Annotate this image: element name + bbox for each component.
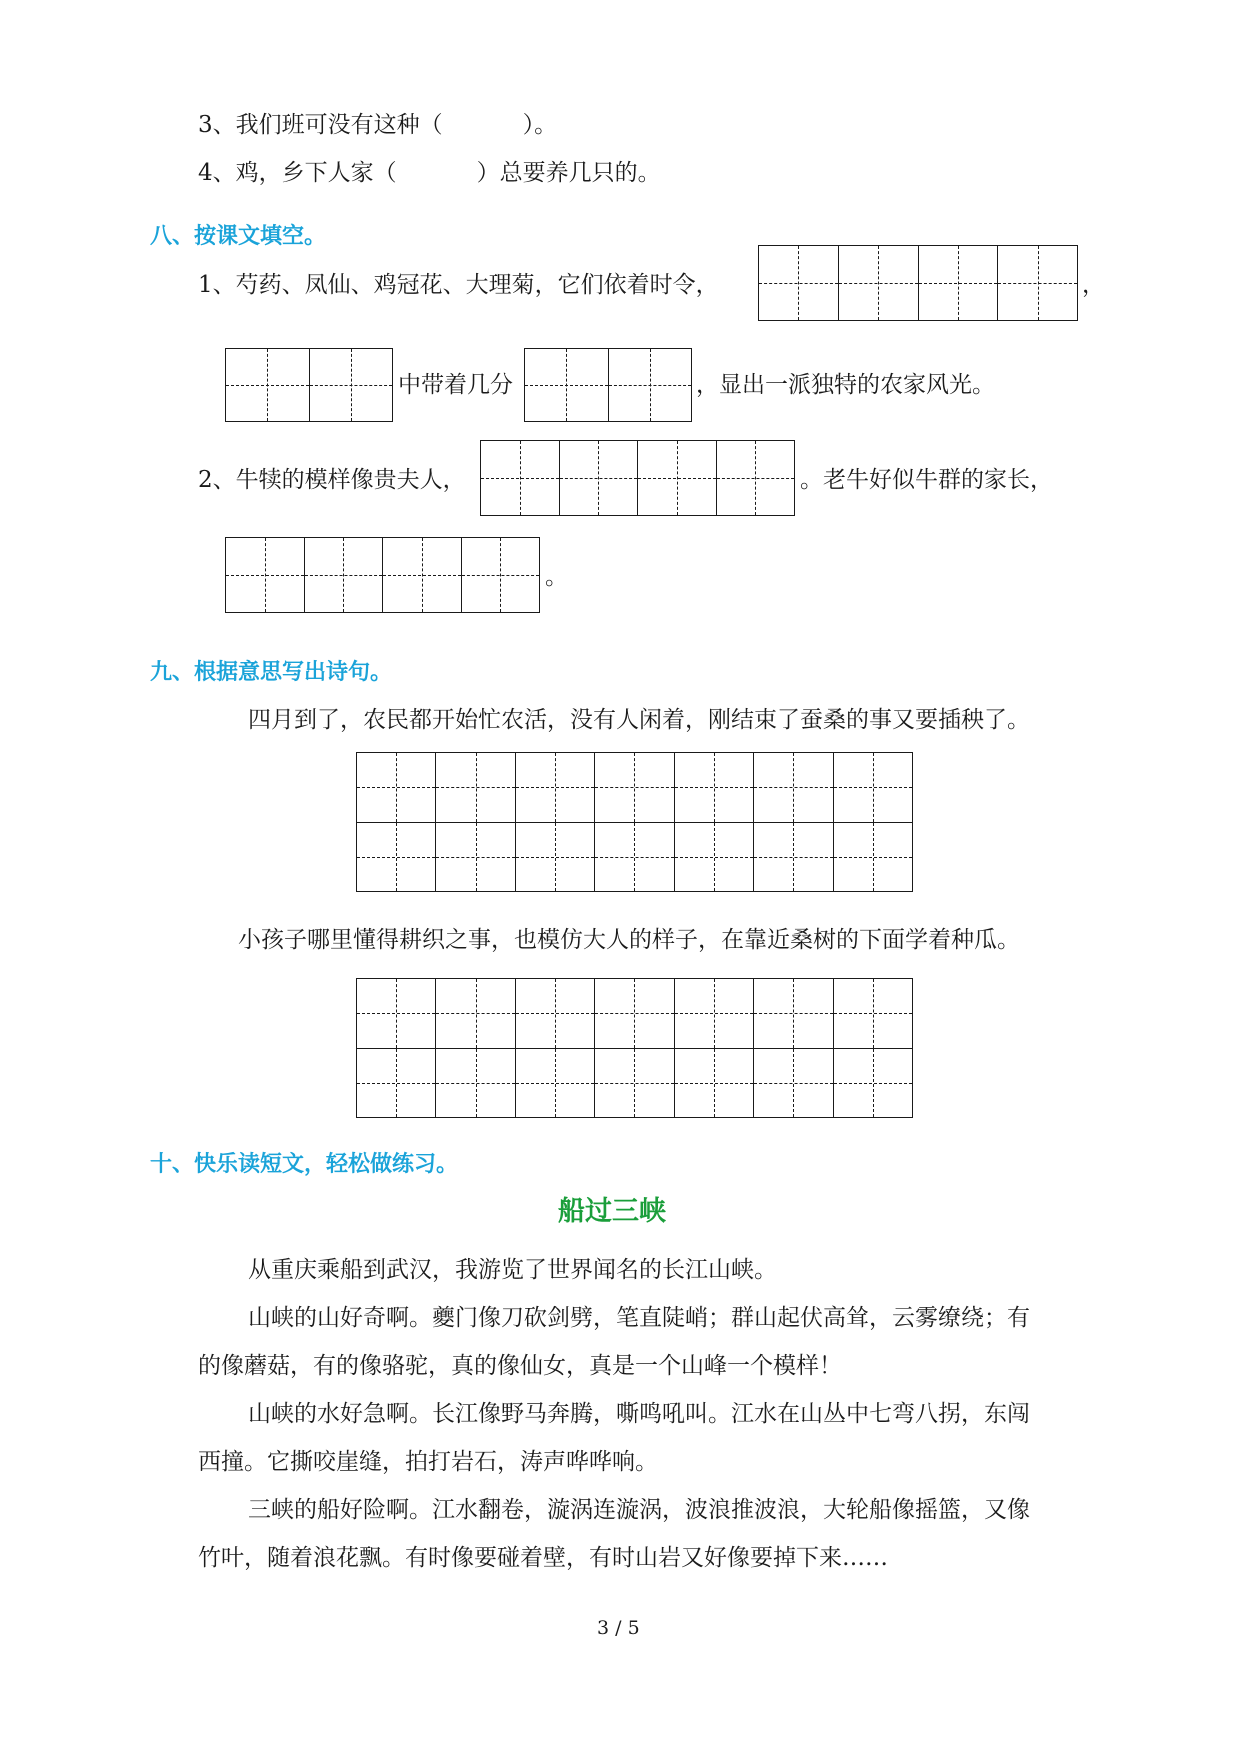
writing-grid-8-1b[interactable] <box>225 348 393 422</box>
writing-cell[interactable] <box>833 979 912 1048</box>
q7-item-3-prefix: 3、我们班可没有这种（ <box>198 112 443 138</box>
writing-cell[interactable] <box>833 1049 912 1118</box>
reading-p4-line1: 三峡的船好险啊。江水翻卷，漩涡连漩涡，波浪推波浪，大轮船像摇篮，又像 <box>248 1497 1030 1523</box>
reading-p3-line1: 山峡的水好急啊。长江像野马奔腾，嘶鸣吼叫。江水在山丛中七弯八拐，东闯 <box>248 1401 1030 1427</box>
writing-cell[interactable] <box>226 538 304 612</box>
q7-item-3 <box>198 110 557 140</box>
writing-cell[interactable] <box>833 753 912 822</box>
section-8-item-2-text: 2、牛犊的模样像贵夫人， <box>198 467 466 493</box>
reading-p4-line2: 竹叶，随着浪花飘。有时像要碰着壁，有时山岩又好像要掉下来…… <box>198 1545 888 1571</box>
writing-grid-row <box>357 1048 912 1118</box>
writing-cell[interactable] <box>674 753 753 822</box>
reading-p2-line1: 山峡的山好奇啊。夔门像刀砍剑劈，笔直陡峭；群山起伏高耸，云雾缭绕；有 <box>248 1305 1030 1331</box>
writing-cell[interactable] <box>674 823 753 892</box>
writing-cell[interactable] <box>309 349 393 421</box>
writing-grid-8-1a[interactable] <box>758 245 1078 321</box>
writing-grid-row <box>357 753 912 822</box>
reading-p1: 从重庆乘船到武汉，我游览了世界闻名的长江山峡。 <box>248 1257 777 1283</box>
writing-cell[interactable] <box>304 538 383 612</box>
writing-cell[interactable] <box>382 538 461 612</box>
writing-cell[interactable] <box>226 349 309 421</box>
writing-cell[interactable] <box>997 246 1077 320</box>
writing-cell[interactable] <box>637 441 716 515</box>
reading-p2-line2: 的像蘑菇，有的像骆驼，真的像仙女，真是一个山峰一个模样！ <box>198 1353 842 1379</box>
poem-meaning-2: 小孩子哪里懂得耕织之事，也模仿大人的样子，在靠近桑树的下面学着种瓜。 <box>238 927 1020 953</box>
page-number: 3 / 5 <box>597 1617 640 1639</box>
writing-cell[interactable] <box>753 823 832 892</box>
section-8-item-1-mid: 中带着几分 <box>398 372 513 398</box>
writing-cell[interactable] <box>753 1049 832 1118</box>
writing-cell[interactable] <box>833 823 912 892</box>
writing-cell[interactable] <box>357 979 435 1048</box>
writing-cell[interactable] <box>559 441 638 515</box>
writing-cell[interactable] <box>674 1049 753 1118</box>
writing-cell[interactable] <box>753 979 832 1048</box>
reading-p3-line2: 西撞。它撕咬崖缝，拍打岩石，涛声哗哗响。 <box>198 1449 658 1475</box>
writing-cell[interactable] <box>594 753 673 822</box>
section-10-heading: 十、快乐读短文，轻松做练习。 <box>150 1152 459 1177</box>
section-8-item-1-end: ，显出一派独特的农家风光。 <box>696 372 995 398</box>
writing-grid-8-2a[interactable] <box>480 440 795 516</box>
writing-cell[interactable] <box>435 753 514 822</box>
writing-cell[interactable] <box>435 979 514 1048</box>
writing-cell[interactable] <box>759 246 838 320</box>
writing-cell[interactable] <box>838 246 918 320</box>
section-8-item-2-after: 。老牛好似牛群的家长， <box>800 467 1053 493</box>
writing-cell[interactable] <box>594 823 673 892</box>
writing-cell[interactable] <box>515 753 594 822</box>
writing-grid-row <box>357 979 912 1048</box>
writing-cell[interactable] <box>515 979 594 1048</box>
q7-item-4-prefix: 4、鸡，乡下人家（ <box>198 160 397 186</box>
writing-cell[interactable] <box>481 441 559 515</box>
q7-item-4 <box>198 158 661 188</box>
writing-cell[interactable] <box>594 1049 673 1118</box>
section-8-heading: 八、按课文填空。 <box>150 224 327 249</box>
section-8-item-2-end: 。 <box>545 564 568 590</box>
writing-cell[interactable] <box>674 979 753 1048</box>
writing-cell[interactable] <box>716 441 795 515</box>
section-8-item-1-after: ， <box>1082 272 1105 298</box>
writing-cell[interactable] <box>525 349 608 421</box>
writing-cell[interactable] <box>461 538 540 612</box>
writing-cell[interactable] <box>608 349 692 421</box>
writing-grid-row <box>357 822 912 892</box>
q7-item-3-suffix: ）。 <box>522 112 558 138</box>
writing-cell[interactable] <box>357 1049 435 1118</box>
poem-grid-2[interactable] <box>356 978 913 1118</box>
writing-cell[interactable] <box>515 1049 594 1118</box>
writing-cell[interactable] <box>435 1049 514 1118</box>
q7-item-4-suffix: ）总要养几只的。 <box>476 160 661 186</box>
writing-cell[interactable] <box>594 979 673 1048</box>
section-8-item-1-text: 1、芍药、凤仙、鸡冠花、大理菊，它们依着时令， <box>198 272 719 298</box>
writing-grid-8-2b[interactable] <box>225 537 540 613</box>
writing-cell[interactable] <box>918 246 998 320</box>
section-9-heading: 九、根据意思写出诗句。 <box>150 660 393 685</box>
writing-cell[interactable] <box>357 823 435 892</box>
writing-cell[interactable] <box>515 823 594 892</box>
reading-title: 船过三峡 <box>558 1196 666 1227</box>
writing-cell[interactable] <box>435 823 514 892</box>
writing-cell[interactable] <box>357 753 435 822</box>
writing-grid-8-1c[interactable] <box>524 348 692 422</box>
poem-meaning-1: 四月到了，农民都开始忙农活，没有人闲着，刚结束了蚕桑的事又要插秧了。 <box>248 707 1030 733</box>
writing-cell[interactable] <box>753 753 832 822</box>
poem-grid-1[interactable] <box>356 752 913 892</box>
